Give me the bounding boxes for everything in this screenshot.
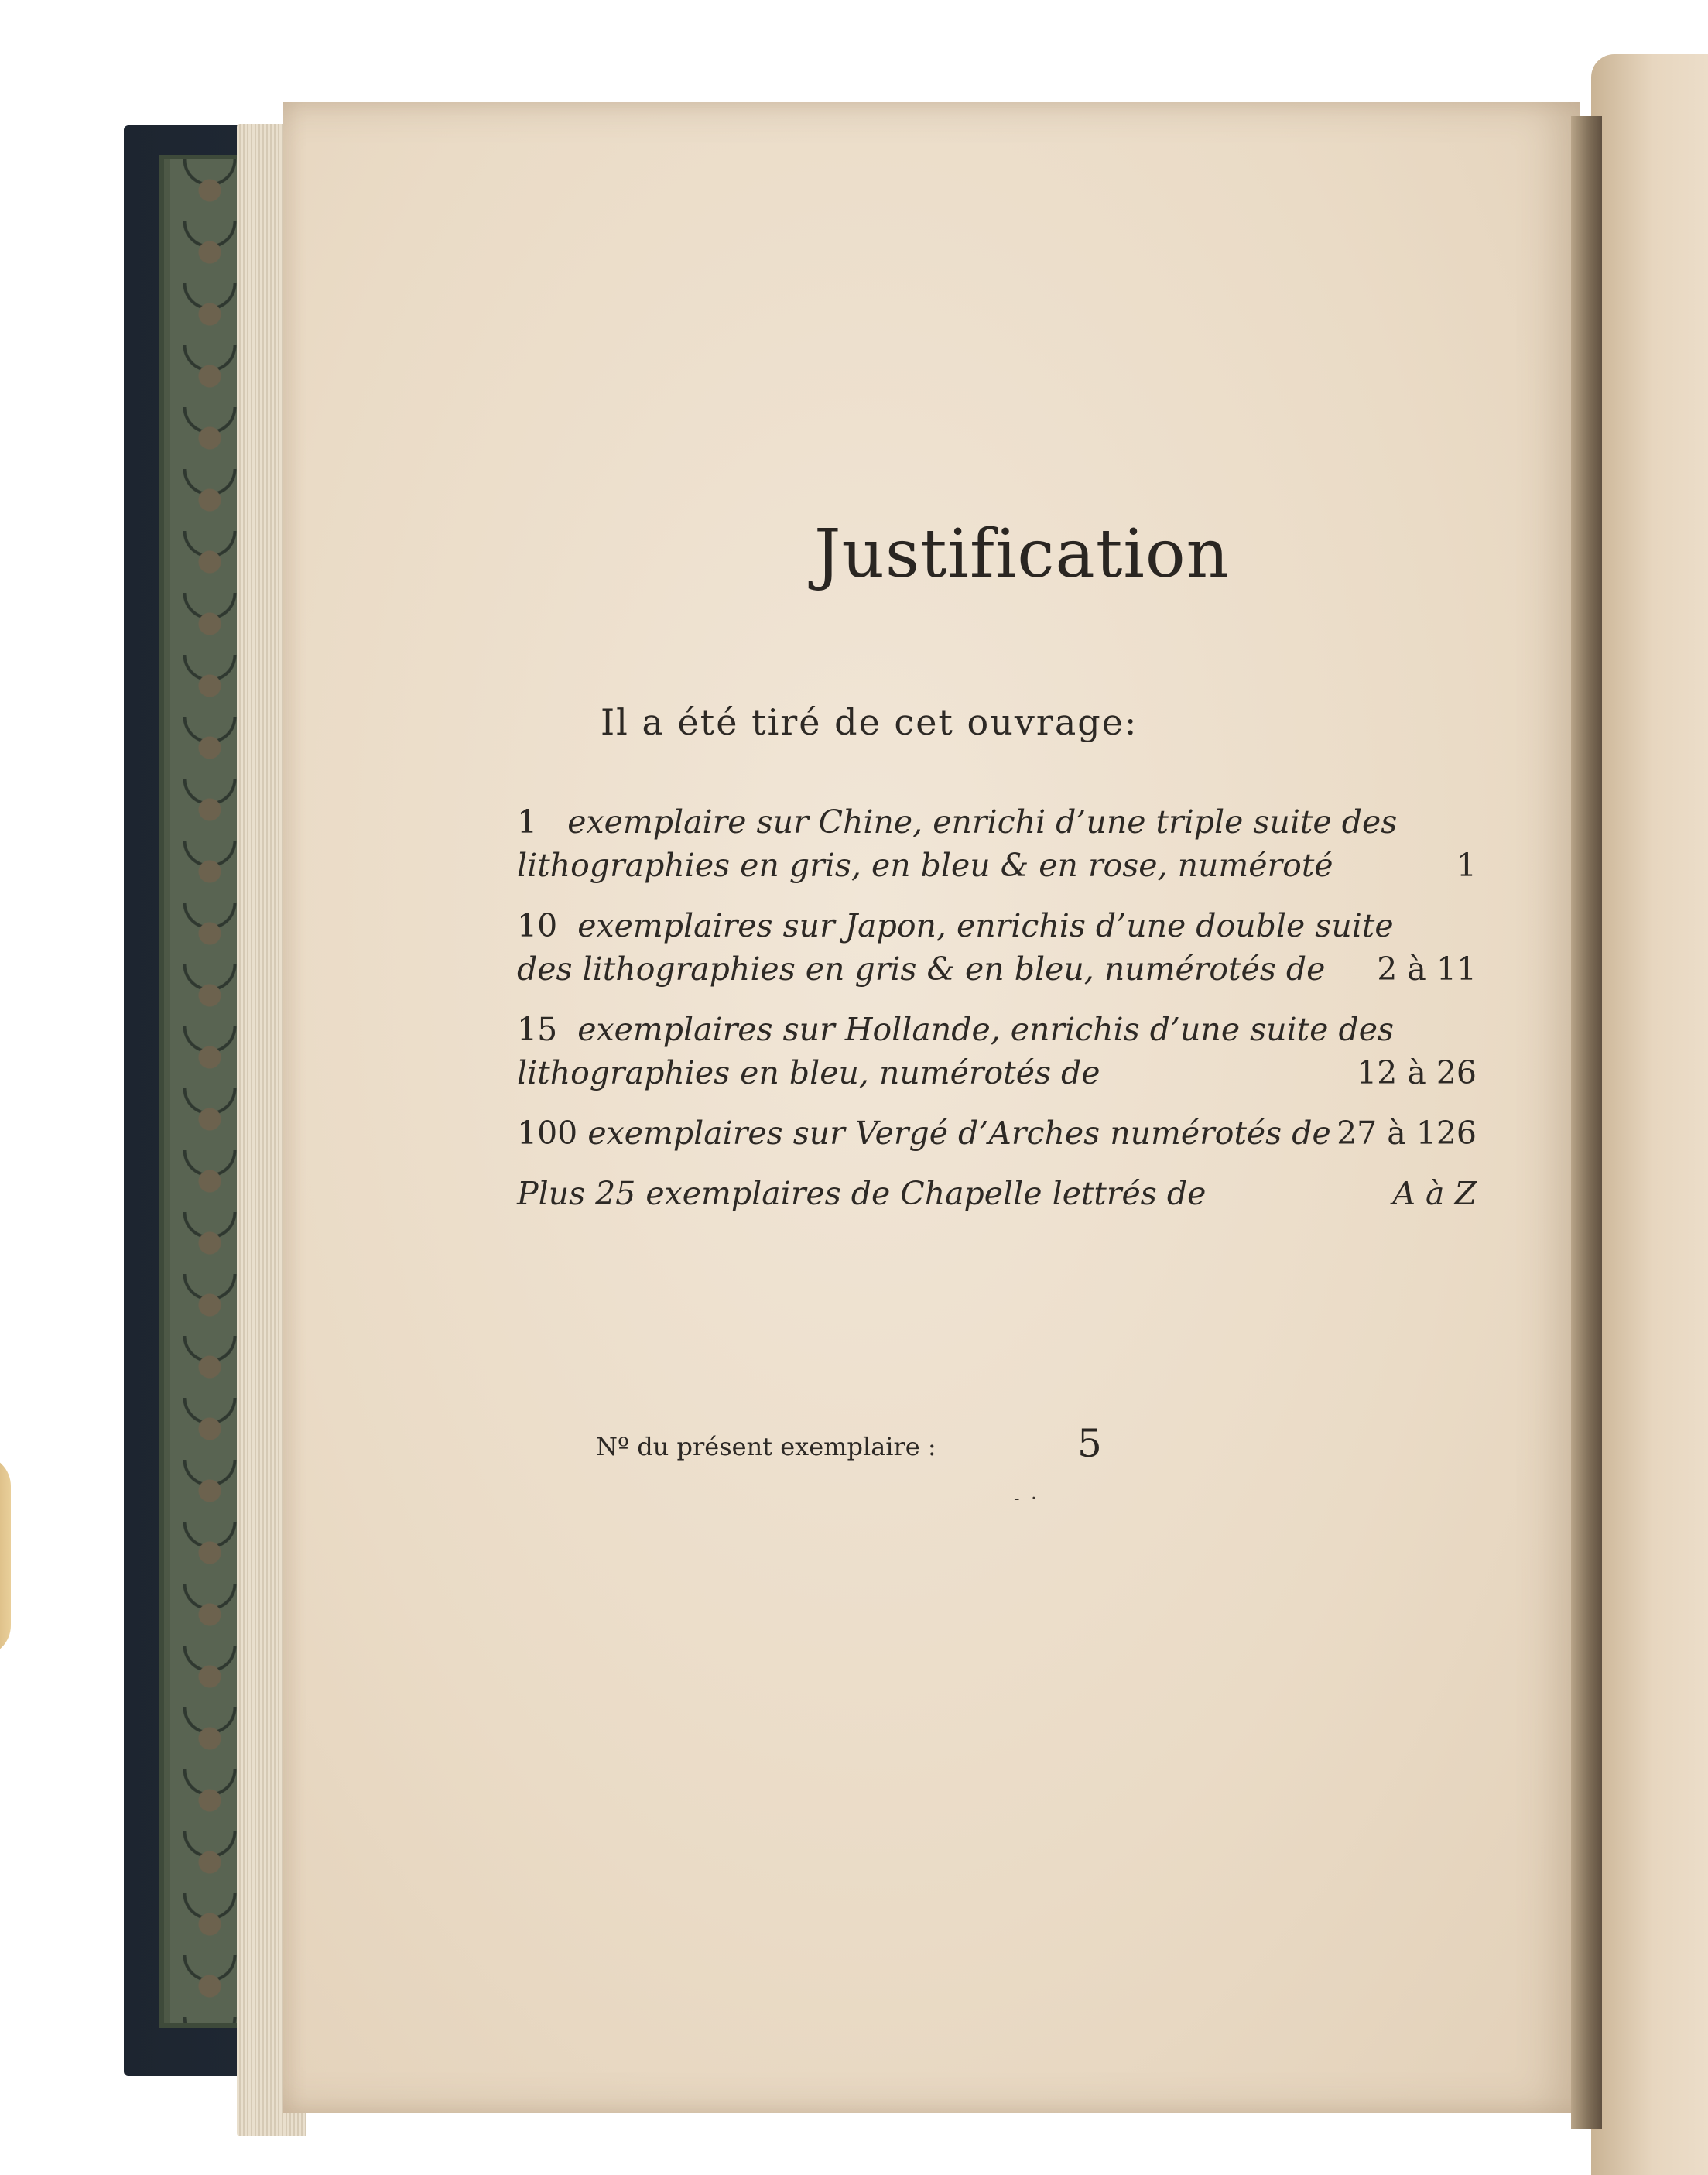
copy-number-value: 5 [1077, 1421, 1102, 1466]
entry-description-cont: lithographies en gris, en bleu & en rose, numéroté [517, 847, 1333, 884]
entry-chapelle [517, 1172, 1477, 1215]
entry-description: exemplaire sur Chine, enrichi d’une triple suite des [567, 803, 1398, 841]
intro-line: Il a été tiré de cet ouvrage: [601, 701, 1138, 743]
entry-description: exemplaires de Chapelle lettrés de [645, 1175, 1207, 1212]
entry-number-range: 12 à 26 [1357, 1054, 1477, 1091]
copy-number-label: Nº du présent exemplaire : [596, 1432, 936, 1461]
entry-description: exemplaires sur Hollande, enrichis d’une suite des [577, 1011, 1394, 1048]
book-gutter [1571, 116, 1602, 2129]
entry-count: 1 [517, 803, 538, 841]
entry-count: Plus 25 [517, 1175, 636, 1212]
facing-page [1591, 54, 1708, 2175]
entry-description: exemplaires sur Japon, enrichis d’une double suite [577, 907, 1394, 944]
ink-marks: - · [1014, 1489, 1040, 1509]
entry-japon [517, 904, 1477, 991]
adjacent-object [0, 1455, 11, 1656]
entry-description-cont: lithographies en bleu, numérotés de [517, 1054, 1100, 1091]
entry-description: exemplaires sur Vergé d’Arches numérotés de [587, 1115, 1331, 1152]
entry-number-range: 1 [1456, 847, 1477, 884]
entry-arches [517, 1111, 1477, 1155]
page-title: Justification [814, 515, 1231, 593]
entry-count: 100 [517, 1115, 578, 1152]
entry-number-range: 27 à 126 [1337, 1115, 1477, 1152]
print-run-list [517, 800, 1477, 1232]
entry-hollande [517, 1008, 1477, 1094]
entry-count: 15 [517, 1011, 558, 1048]
entry-number-range: 2 à 11 [1377, 950, 1477, 988]
entry-count: 10 [517, 907, 558, 944]
entry-letter-range: A à Z [1392, 1175, 1477, 1212]
entry-chine [517, 800, 1477, 887]
entry-description-cont: des lithographies en gris & en bleu, numérotés de [517, 950, 1326, 988]
